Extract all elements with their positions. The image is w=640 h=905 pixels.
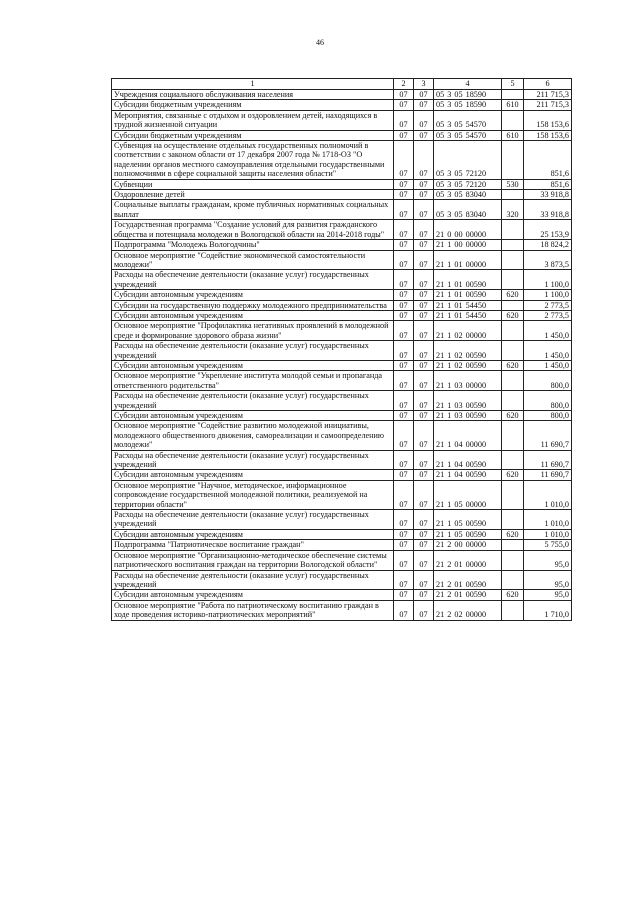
- row-subsection-cell: 07: [414, 421, 434, 450]
- row-expense-type-cell: 620: [502, 470, 524, 480]
- row-expense-type-cell: 320: [502, 200, 524, 220]
- row-name-cell: Субсидии бюджетным учреждениям: [112, 130, 394, 140]
- row-expense-type-cell: [502, 371, 524, 391]
- budget-table: [111, 78, 572, 621]
- row-section-cell: 07: [394, 321, 414, 341]
- row-amount-cell: 158 153,6: [524, 110, 572, 130]
- row-expense-type-cell: [502, 300, 524, 310]
- row-target-code-cell: 21 1 02 00590: [434, 341, 502, 361]
- row-target-code-cell: 21 1 05 00000: [434, 480, 502, 509]
- row-section-cell: 07: [394, 510, 414, 530]
- row-subsection-cell: 07: [414, 341, 434, 361]
- table-row: [112, 90, 572, 100]
- row-amount-cell: 2 773,5: [524, 310, 572, 320]
- table-row: [112, 290, 572, 300]
- row-expense-type-cell: 610: [502, 100, 524, 110]
- row-subsection-cell: 07: [414, 371, 434, 391]
- row-expense-type-cell: [502, 240, 524, 250]
- row-target-code-cell: 05 3 05 54570: [434, 110, 502, 130]
- row-section-cell: 07: [394, 179, 414, 189]
- row-section-cell: 07: [394, 250, 414, 270]
- row-amount-cell: 1 100,0: [524, 290, 572, 300]
- row-amount-cell: 1 450,0: [524, 341, 572, 361]
- row-subsection-cell: 07: [414, 100, 434, 110]
- row-expense-type-cell: [502, 321, 524, 341]
- row-expense-type-cell: [502, 90, 524, 100]
- row-amount-cell: 1 010,0: [524, 529, 572, 539]
- row-subsection-cell: 07: [414, 220, 434, 240]
- row-name-cell: Субсидии бюджетным учреждениям: [112, 100, 394, 110]
- row-section-cell: 07: [394, 411, 414, 421]
- row-section-cell: 07: [394, 550, 414, 570]
- header-cell: 3: [414, 79, 434, 90]
- row-section-cell: 07: [394, 290, 414, 300]
- row-name-cell: Основное мероприятие "Содействие развитию молодежной инициативы, молодежного общественного движения, самореализации и самоопределению молодежи": [112, 421, 394, 450]
- row-expense-type-cell: [502, 600, 524, 620]
- row-subsection-cell: 07: [414, 510, 434, 530]
- row-target-code-cell: 21 1 01 00590: [434, 290, 502, 300]
- row-expense-type-cell: 620: [502, 529, 524, 539]
- row-subsection-cell: 07: [414, 250, 434, 270]
- row-section-cell: 07: [394, 100, 414, 110]
- row-amount-cell: 851,6: [524, 179, 572, 189]
- row-subsection-cell: 07: [414, 550, 434, 570]
- row-section-cell: 07: [394, 141, 414, 180]
- row-expense-type-cell: 620: [502, 290, 524, 300]
- table-row: [112, 270, 572, 290]
- row-amount-cell: 1 450,0: [524, 321, 572, 341]
- row-section-cell: 07: [394, 270, 414, 290]
- table-row: [112, 470, 572, 480]
- table-row: [112, 130, 572, 140]
- row-subsection-cell: 07: [414, 360, 434, 370]
- row-name-cell: Субсидии автономным учреждениям: [112, 290, 394, 300]
- row-name-cell: Расходы на обеспечение деятельности (оказание услуг) государственных учреждений: [112, 391, 394, 411]
- row-expense-type-cell: [502, 550, 524, 570]
- row-section-cell: 07: [394, 421, 414, 450]
- row-target-code-cell: 21 1 01 54450: [434, 310, 502, 320]
- row-name-cell: Расходы на обеспечение деятельности (оказание услуг) государственных учреждений: [112, 570, 394, 590]
- row-section-cell: 07: [394, 600, 414, 620]
- row-name-cell: Подпрограмма "Молодежь Вологодчины": [112, 240, 394, 250]
- row-section-cell: 07: [394, 540, 414, 550]
- table-row: [112, 300, 572, 310]
- row-section-cell: 07: [394, 300, 414, 310]
- table-row: [112, 540, 572, 550]
- row-target-code-cell: 21 1 01 00590: [434, 270, 502, 290]
- row-amount-cell: 1 010,0: [524, 510, 572, 530]
- row-expense-type-cell: [502, 141, 524, 180]
- row-section-cell: 07: [394, 529, 414, 539]
- row-amount-cell: 33 918,8: [524, 200, 572, 220]
- table-row: [112, 250, 572, 270]
- table-row: [112, 371, 572, 391]
- row-expense-type-cell: [502, 250, 524, 270]
- row-target-code-cell: 21 1 05 00590: [434, 510, 502, 530]
- table-row: [112, 411, 572, 421]
- table-row: [112, 529, 572, 539]
- row-amount-cell: 800,0: [524, 391, 572, 411]
- row-target-code-cell: 21 1 02 00000: [434, 321, 502, 341]
- row-subsection-cell: 07: [414, 470, 434, 480]
- row-target-code-cell: 21 1 03 00590: [434, 391, 502, 411]
- table-row: [112, 341, 572, 361]
- row-name-cell: Расходы на обеспечение деятельности (оказание услуг) государственных учреждений: [112, 450, 394, 470]
- row-amount-cell: 1 100,0: [524, 270, 572, 290]
- table-row: [112, 480, 572, 509]
- row-amount-cell: 5 755,0: [524, 540, 572, 550]
- table-row: [112, 100, 572, 110]
- row-subsection-cell: 07: [414, 290, 434, 300]
- row-section-cell: 07: [394, 190, 414, 200]
- row-target-code-cell: 05 3 05 83040: [434, 200, 502, 220]
- table-row: [112, 391, 572, 411]
- row-amount-cell: 1 010,0: [524, 480, 572, 509]
- row-section-cell: 07: [394, 310, 414, 320]
- row-amount-cell: 11 690,7: [524, 470, 572, 480]
- row-subsection-cell: 07: [414, 590, 434, 600]
- table-row: [112, 200, 572, 220]
- row-target-code-cell: 05 3 05 18590: [434, 90, 502, 100]
- table-row: [112, 179, 572, 189]
- table-row: [112, 450, 572, 470]
- row-section-cell: 07: [394, 371, 414, 391]
- row-section-cell: 07: [394, 110, 414, 130]
- table-row: [112, 600, 572, 620]
- row-subsection-cell: 07: [414, 310, 434, 320]
- row-target-code-cell: 21 2 00 00000: [434, 540, 502, 550]
- row-amount-cell: 2 773,5: [524, 300, 572, 310]
- row-expense-type-cell: [502, 391, 524, 411]
- row-section-cell: 07: [394, 240, 414, 250]
- table-row: [112, 310, 572, 320]
- row-subsection-cell: 07: [414, 240, 434, 250]
- table-row: [112, 240, 572, 250]
- row-name-cell: Учреждения социального обслуживания населения: [112, 90, 394, 100]
- row-name-cell: Субсидии автономным учреждениям: [112, 411, 394, 421]
- row-name-cell: Основное мероприятие "Профилактика негативных проявлений в молодежной среде и формирование здорового образа жизни": [112, 321, 394, 341]
- row-subsection-cell: 07: [414, 450, 434, 470]
- row-amount-cell: 1 450,0: [524, 360, 572, 370]
- row-amount-cell: 11 690,7: [524, 421, 572, 450]
- table-row: [112, 110, 572, 130]
- row-name-cell: Субвенции: [112, 179, 394, 189]
- row-subsection-cell: 07: [414, 570, 434, 590]
- row-subsection-cell: 07: [414, 130, 434, 140]
- row-subsection-cell: 07: [414, 179, 434, 189]
- row-name-cell: Субсидии автономным учреждениям: [112, 590, 394, 600]
- row-name-cell: Государственная программа "Создание условий для развития гражданского общества и потенциала молодежи в Вологодской области на 2014-2018 годы": [112, 220, 394, 240]
- row-target-code-cell: 21 1 04 00590: [434, 450, 502, 470]
- row-name-cell: Расходы на обеспечение деятельности (оказание услуг) государственных учреждений: [112, 341, 394, 361]
- header-cell: 2: [394, 79, 414, 90]
- row-amount-cell: 18 824,2: [524, 240, 572, 250]
- row-amount-cell: 95,0: [524, 550, 572, 570]
- row-name-cell: Расходы на обеспечение деятельности (оказание услуг) государственных учреждений: [112, 270, 394, 290]
- row-name-cell: Основное мероприятие "Укрепление института молодой семьи и пропаганда ответственного родительства": [112, 371, 394, 391]
- row-target-code-cell: 21 1 02 00590: [434, 360, 502, 370]
- row-name-cell: Подпрограмма "Патриотическое воспитание граждан": [112, 540, 394, 550]
- row-target-code-cell: 21 1 04 00590: [434, 470, 502, 480]
- row-subsection-cell: 07: [414, 110, 434, 130]
- row-amount-cell: 158 153,6: [524, 130, 572, 140]
- row-expense-type-cell: 620: [502, 310, 524, 320]
- row-target-code-cell: 21 2 02 00000: [434, 600, 502, 620]
- row-subsection-cell: 07: [414, 391, 434, 411]
- header-cell: 4: [434, 79, 502, 90]
- row-name-cell: Основное мероприятие "Организационно-методическое обеспечение системы патриотического воспитания граждан на территории Вологодской области": [112, 550, 394, 570]
- row-expense-type-cell: [502, 480, 524, 509]
- row-amount-cell: 95,0: [524, 590, 572, 600]
- row-expense-type-cell: [502, 190, 524, 200]
- table-row: [112, 141, 572, 180]
- row-name-cell: Основное мероприятие "Научное, методическое, информационное сопровождение государственной молодежной политики, реализуемой на территории области": [112, 480, 394, 509]
- row-section-cell: 07: [394, 200, 414, 220]
- page-number: 46: [316, 38, 324, 47]
- row-expense-type-cell: 620: [502, 411, 524, 421]
- row-amount-cell: 95,0: [524, 570, 572, 590]
- row-amount-cell: 25 153,9: [524, 220, 572, 240]
- row-name-cell: Оздоровление детей: [112, 190, 394, 200]
- table-row: [112, 360, 572, 370]
- row-name-cell: Расходы на обеспечение деятельности (оказание услуг) государственных учреждений: [112, 510, 394, 530]
- row-section-cell: 07: [394, 570, 414, 590]
- row-target-code-cell: 05 3 05 72120: [434, 141, 502, 180]
- row-subsection-cell: 07: [414, 190, 434, 200]
- row-section-cell: 07: [394, 220, 414, 240]
- row-amount-cell: 800,0: [524, 371, 572, 391]
- row-section-cell: 07: [394, 391, 414, 411]
- header-cell: 6: [524, 79, 572, 90]
- row-name-cell: Субсидии автономным учреждениям: [112, 310, 394, 320]
- row-expense-type-cell: 610: [502, 130, 524, 140]
- row-target-code-cell: 05 3 05 18590: [434, 100, 502, 110]
- row-name-cell: Субсидии автономным учреждениям: [112, 360, 394, 370]
- header-cell: 1: [112, 79, 394, 90]
- row-target-code-cell: 21 0 00 00000: [434, 220, 502, 240]
- row-amount-cell: 851,6: [524, 141, 572, 180]
- row-subsection-cell: 07: [414, 529, 434, 539]
- header-cell: 5: [502, 79, 524, 90]
- row-section-cell: 07: [394, 341, 414, 361]
- row-target-code-cell: 21 1 00 00000: [434, 240, 502, 250]
- row-expense-type-cell: [502, 540, 524, 550]
- row-target-code-cell: 21 2 01 00590: [434, 570, 502, 590]
- row-expense-type-cell: [502, 570, 524, 590]
- table-row: [112, 570, 572, 590]
- row-name-cell: Социальные выплаты гражданам, кроме публичных нормативных социальных выплат: [112, 200, 394, 220]
- row-expense-type-cell: [502, 220, 524, 240]
- row-section-cell: 07: [394, 470, 414, 480]
- row-section-cell: 07: [394, 90, 414, 100]
- row-expense-type-cell: [502, 510, 524, 530]
- row-name-cell: Субсидии автономным учреждениям: [112, 470, 394, 480]
- row-subsection-cell: 07: [414, 600, 434, 620]
- row-expense-type-cell: 530: [502, 179, 524, 189]
- row-name-cell: Субвенция на осуществление отдельных государственных полномочий в соответствии с законом области от 17 декабря 2007 года № 1718-ОЗ "О наделении органов местного самоуправления отдельными государственными полномочиями в сфере социальной защиты населения области": [112, 141, 394, 180]
- table-header-row: [112, 79, 572, 90]
- table-row: [112, 220, 572, 240]
- table-row: [112, 550, 572, 570]
- row-name-cell: Основное мероприятие "Работа по патриотическому воспитанию граждан в ходе проведения историко-патриотических мероприятий": [112, 600, 394, 620]
- row-target-code-cell: 21 2 01 00590: [434, 590, 502, 600]
- row-name-cell: Основное мероприятие "Содействие экономической самостоятельности молодежи": [112, 250, 394, 270]
- row-target-code-cell: 05 3 05 72120: [434, 179, 502, 189]
- row-target-code-cell: 21 2 01 00000: [434, 550, 502, 570]
- row-target-code-cell: 21 1 04 00000: [434, 421, 502, 450]
- row-target-code-cell: 05 3 05 83040: [434, 190, 502, 200]
- row-target-code-cell: 21 1 03 00000: [434, 371, 502, 391]
- row-section-cell: 07: [394, 590, 414, 600]
- table-row: [112, 190, 572, 200]
- table-row: [112, 321, 572, 341]
- row-target-code-cell: 21 1 01 00000: [434, 250, 502, 270]
- row-amount-cell: 211 715,3: [524, 90, 572, 100]
- row-name-cell: Мероприятия, связанные с отдыхом и оздоровлением детей, находящихся в трудной жизненной ситуации: [112, 110, 394, 130]
- table-row: [112, 590, 572, 600]
- row-section-cell: 07: [394, 130, 414, 140]
- row-expense-type-cell: [502, 270, 524, 290]
- row-target-code-cell: 21 1 03 00590: [434, 411, 502, 421]
- row-amount-cell: 33 918,8: [524, 190, 572, 200]
- row-expense-type-cell: 620: [502, 360, 524, 370]
- row-target-code-cell: 05 3 05 54570: [434, 130, 502, 140]
- row-subsection-cell: 07: [414, 90, 434, 100]
- row-subsection-cell: 07: [414, 480, 434, 509]
- row-expense-type-cell: [502, 110, 524, 130]
- row-amount-cell: 1 710,0: [524, 600, 572, 620]
- row-expense-type-cell: 620: [502, 590, 524, 600]
- row-subsection-cell: 07: [414, 321, 434, 341]
- row-section-cell: 07: [394, 450, 414, 470]
- row-target-code-cell: 21 1 01 54450: [434, 300, 502, 310]
- row-subsection-cell: 07: [414, 141, 434, 180]
- row-subsection-cell: 07: [414, 200, 434, 220]
- row-name-cell: Субсидии автономным учреждениям: [112, 529, 394, 539]
- row-subsection-cell: 07: [414, 300, 434, 310]
- row-amount-cell: 800,0: [524, 411, 572, 421]
- row-section-cell: 07: [394, 480, 414, 509]
- table-row: [112, 421, 572, 450]
- row-subsection-cell: 07: [414, 411, 434, 421]
- row-name-cell: Субсидии на государственную поддержку молодежного предпринимательства: [112, 300, 394, 310]
- row-subsection-cell: 07: [414, 270, 434, 290]
- row-expense-type-cell: [502, 421, 524, 450]
- row-amount-cell: 3 873,5: [524, 250, 572, 270]
- row-expense-type-cell: [502, 341, 524, 361]
- row-section-cell: 07: [394, 360, 414, 370]
- row-amount-cell: 11 690,7: [524, 450, 572, 470]
- row-target-code-cell: 21 1 05 00590: [434, 529, 502, 539]
- row-expense-type-cell: [502, 450, 524, 470]
- row-amount-cell: 211 715,3: [524, 100, 572, 110]
- table-row: [112, 510, 572, 530]
- row-subsection-cell: 07: [414, 540, 434, 550]
